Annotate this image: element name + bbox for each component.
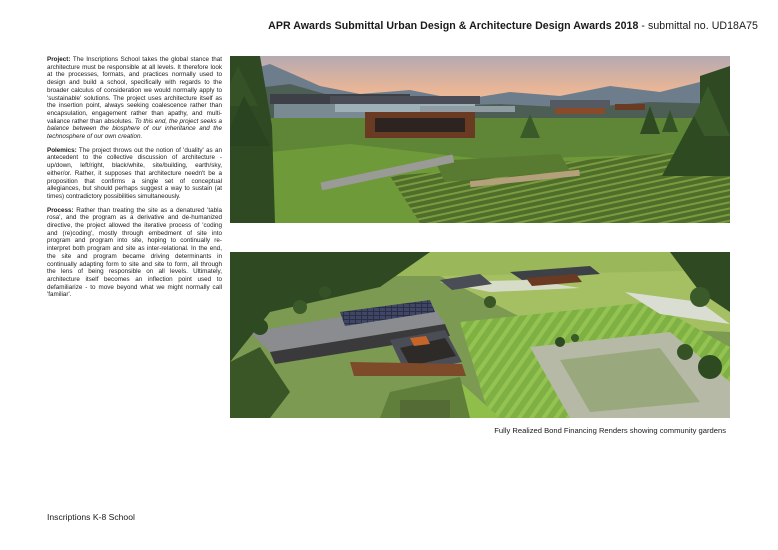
renders-caption: Fully Realized Bond Financing Renders showing community gardens xyxy=(494,426,726,435)
project-description xyxy=(47,56,222,305)
render-sunset-illustration xyxy=(230,56,730,223)
page-header xyxy=(0,20,758,32)
render-aerial-view xyxy=(230,252,730,418)
project-body: The Inscriptions School takes the global stance that architecture must be responsible at all levels. It therefore look at the processes, formats, and practices normally used to design and build a school, specifically with regards to the broader calculus of consideration we would normally apply to 'sustainable' solutions. The project uses architecture itself as the insertion point, always seeking coalescence rather than encapsulation, engagement rather than apathy, and multi-valiance rather than absolutes. xyxy=(47,56,222,125)
process-section xyxy=(47,207,222,299)
project-section xyxy=(47,56,222,141)
polemics-section xyxy=(47,147,222,201)
project-title: Inscriptions K-8 School xyxy=(47,512,135,522)
render-sunset-view xyxy=(230,56,730,223)
project-italic: To this end, the project seeks a balance between the biosphere of our inheritance and the technosphere of our own creation. xyxy=(47,117,222,141)
process-body: Rather than treating the site as a denatured 'tabla rosa', and the program as a derivative and de-humanized directive, the project allowed the iterative process of 'coding and (re)coding', mostly through embedment of site into program and program into site, hoping to continually re-interpret both program and site as inter-relational. In the end, the site and program became driving determinants in continually adapting form to site and site to form, all through the lens of being responsible on all levels. Ultimately, architecture itself becomes an inflection point used to defamiliarize - to move beyond what we might normally call 'familiar'. xyxy=(47,206,222,299)
header-submittal-number: - submittal no. UD18A75 xyxy=(638,20,758,32)
polemics-body: The project throws out the notion of 'duality' as an antecedent to the collective discussion of architecture - up/down, left/right, black/white, site/building, earth/sky, either/or. Rather, it supposes that architecture needn't be a proposition that confirms a single set of conceptual allegiances, but should perhaps suggest a way to sustain (at times) contradictory possibilities simultaneously. xyxy=(47,146,222,200)
header-title: APR Awards Submittal Urban Design & Architecture Design Awards 2018 xyxy=(268,20,639,32)
render-aerial-illustration xyxy=(230,252,730,418)
process-label: Process: xyxy=(47,206,74,214)
project-label: Project: xyxy=(47,56,71,63)
polemics-label: Polemics: xyxy=(47,146,77,154)
